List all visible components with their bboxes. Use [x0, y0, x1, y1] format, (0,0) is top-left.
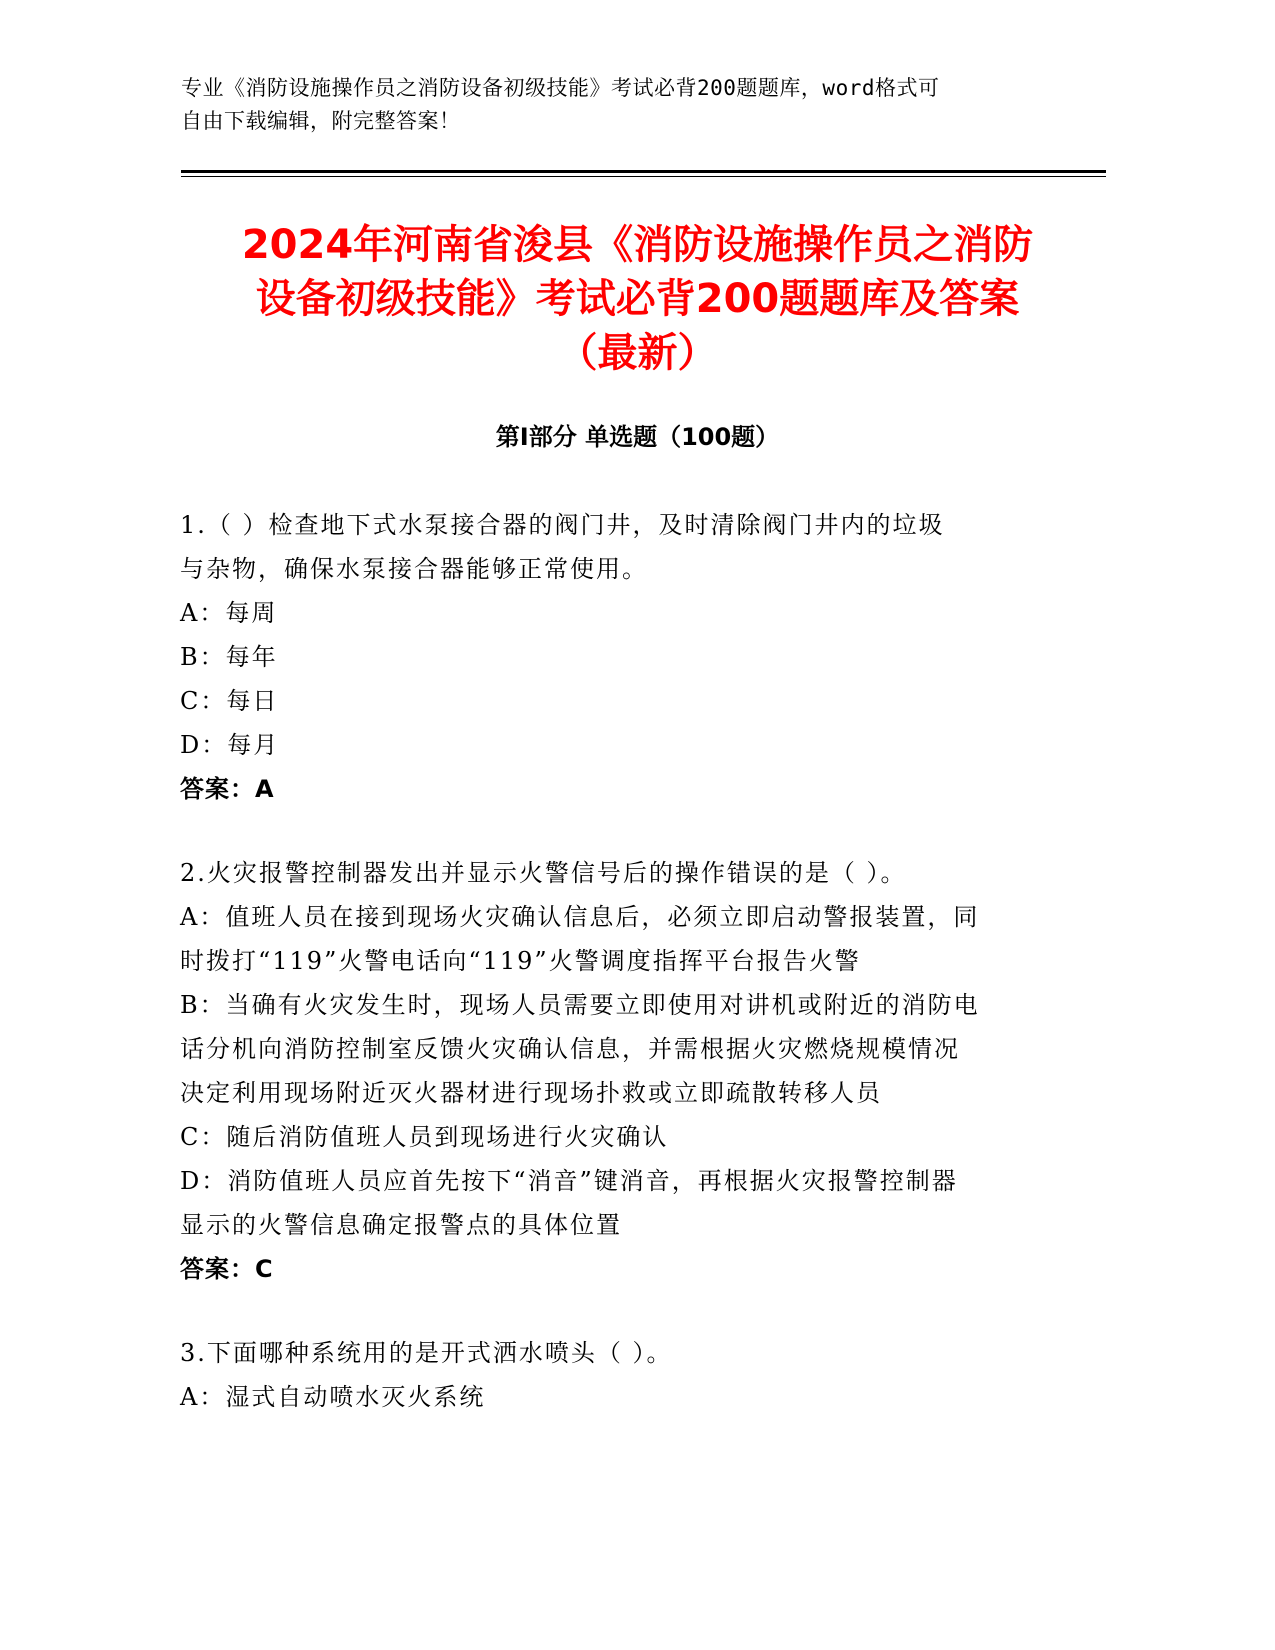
question-1-stem-line-2: 与杂物，确保水泵接合器能够正常使用。: [180, 555, 648, 583]
question-2-option-b-line-3: 决定利用现场附近灭火器材进行现场扑救或立即疏散转移人员: [180, 1079, 882, 1107]
header-note-line-2: 自由下载编辑，附完整答案！: [181, 109, 461, 133]
question-2-option-d-line-1: D：消防值班人员应首先按下“消音”键消音，再根据火灾报警控制器: [180, 1167, 958, 1195]
question-1-option-c: C：每日: [180, 687, 279, 715]
document-title-line-1: 2024年河南省浚县《消防设施操作员之消防: [241, 222, 1034, 268]
question-2-option-a-line-2: 时拨打“119”火警电话向“119”火警调度指挥平台报告火警: [180, 947, 861, 975]
header-note-line-1: 专业《消防设施操作员之消防设备初级技能》考试必背200题题库，word格式可: [181, 76, 940, 100]
header-divider-thick: [181, 170, 1106, 173]
question-2-option-d-line-2: 显示的火警信息确定报警点的具体位置: [180, 1211, 622, 1239]
question-1-option-a: A：每周: [180, 599, 278, 627]
section-title: 第Ⅰ部分 单选题（100题）: [495, 423, 780, 451]
question-1-option-b: B：每年: [180, 643, 278, 671]
question-1-option-d: D：每月: [180, 731, 280, 759]
question-2-option-a-line-1: A：值班人员在接到现场火灾确认信息后，必须立即启动警报装置，同: [180, 903, 980, 931]
document-title: [140, 218, 1135, 380]
question-3-stem-line-1: 3.下面哪种系统用的是开式洒水喷头（ ）。: [180, 1339, 673, 1367]
question-2-answer: 答案：C: [180, 1255, 274, 1283]
question-2-option-b-line-1: B：当确有火灾发生时，现场人员需要立即使用对讲机或附近的消防电: [180, 991, 980, 1019]
header-note: [181, 72, 1041, 138]
question-3-option-a: A：湿式自动喷水灭火系统: [180, 1383, 486, 1411]
question-2-stem-line-1: 2.火灾报警控制器发出并显示火警信号后的操作错误的是（ ）。: [180, 859, 907, 887]
question-1-answer: 答案：A: [180, 775, 275, 803]
question-2: [180, 851, 1060, 1291]
question-2-option-c: C：随后消防值班人员到现场进行火灾确认: [180, 1123, 669, 1151]
question-3: [180, 1331, 1060, 1419]
question-1-stem-line-1: 1.（ ）检查地下式水泵接合器的阀门井，及时清除阀门井内的垃圾: [180, 511, 945, 539]
header-divider-thin: [181, 176, 1106, 177]
document-title-line-3: （最新）: [557, 330, 718, 376]
question-2-option-b-line-2: 话分机向消防控制室反馈火灾确认信息，并需根据火灾燃烧规模情况: [180, 1035, 960, 1063]
document-title-line-2: 设备初级技能》考试必背200题题库及答案: [255, 276, 1020, 322]
question-1: [180, 503, 1060, 811]
